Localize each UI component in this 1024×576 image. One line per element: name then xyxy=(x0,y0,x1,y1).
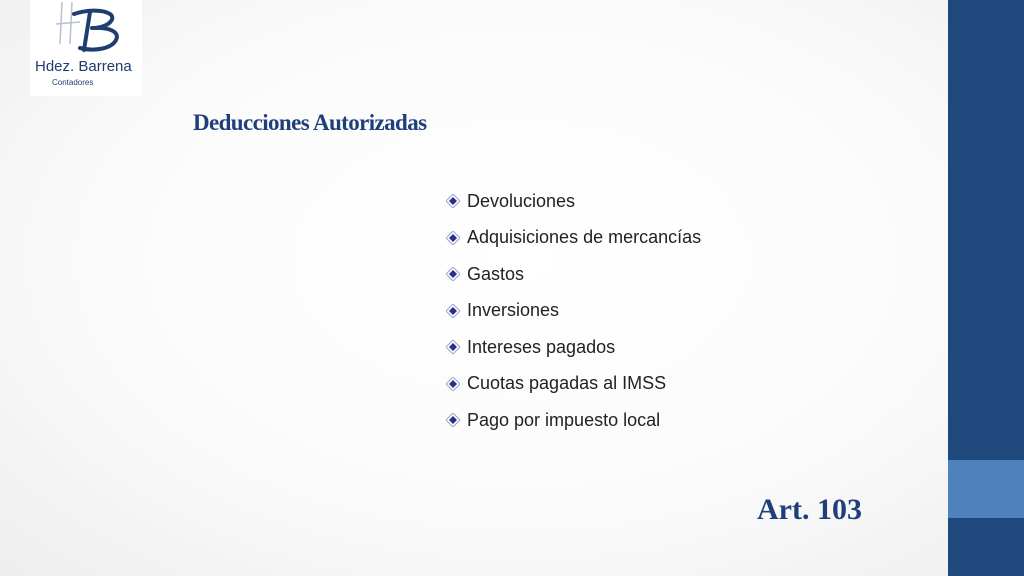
list-item xyxy=(446,220,701,257)
list-item xyxy=(446,402,701,439)
diamond-bullet-icon xyxy=(446,413,460,427)
list-item xyxy=(446,183,701,220)
logo-name: Hdez. Barrena xyxy=(35,58,132,75)
list-item xyxy=(446,256,701,293)
diamond-bullet-icon xyxy=(446,267,460,281)
list-item xyxy=(446,293,701,330)
list-item-label: Cuotas pagadas al IMSS xyxy=(467,373,667,394)
slide-title: Deducciones Autorizadas xyxy=(193,110,427,135)
hb-monogram-icon xyxy=(34,0,134,60)
diamond-bullet-icon xyxy=(446,194,460,208)
article-reference: Art. 103 xyxy=(757,493,862,526)
list-item xyxy=(446,329,701,366)
list-item-label: Adquisiciones de mercancías xyxy=(467,227,702,248)
band-accent-block xyxy=(948,460,1024,518)
list-item-label: Inversiones xyxy=(467,300,560,321)
logo-subtitle: Contadores xyxy=(52,78,94,87)
deductions-list xyxy=(446,183,701,439)
diamond-bullet-icon xyxy=(446,231,460,245)
list-item-label: Devoluciones xyxy=(467,190,576,211)
right-decorative-band xyxy=(948,0,1024,576)
diamond-bullet-icon xyxy=(446,340,460,354)
diamond-bullet-icon xyxy=(446,377,460,391)
diamond-bullet-icon xyxy=(446,304,460,318)
list-item-label: Intereses pagados xyxy=(467,336,616,357)
company-logo xyxy=(30,0,142,96)
list-item-label: Pago por impuesto local xyxy=(467,409,661,430)
list-item-label: Gastos xyxy=(467,263,525,284)
list-item xyxy=(446,366,701,403)
